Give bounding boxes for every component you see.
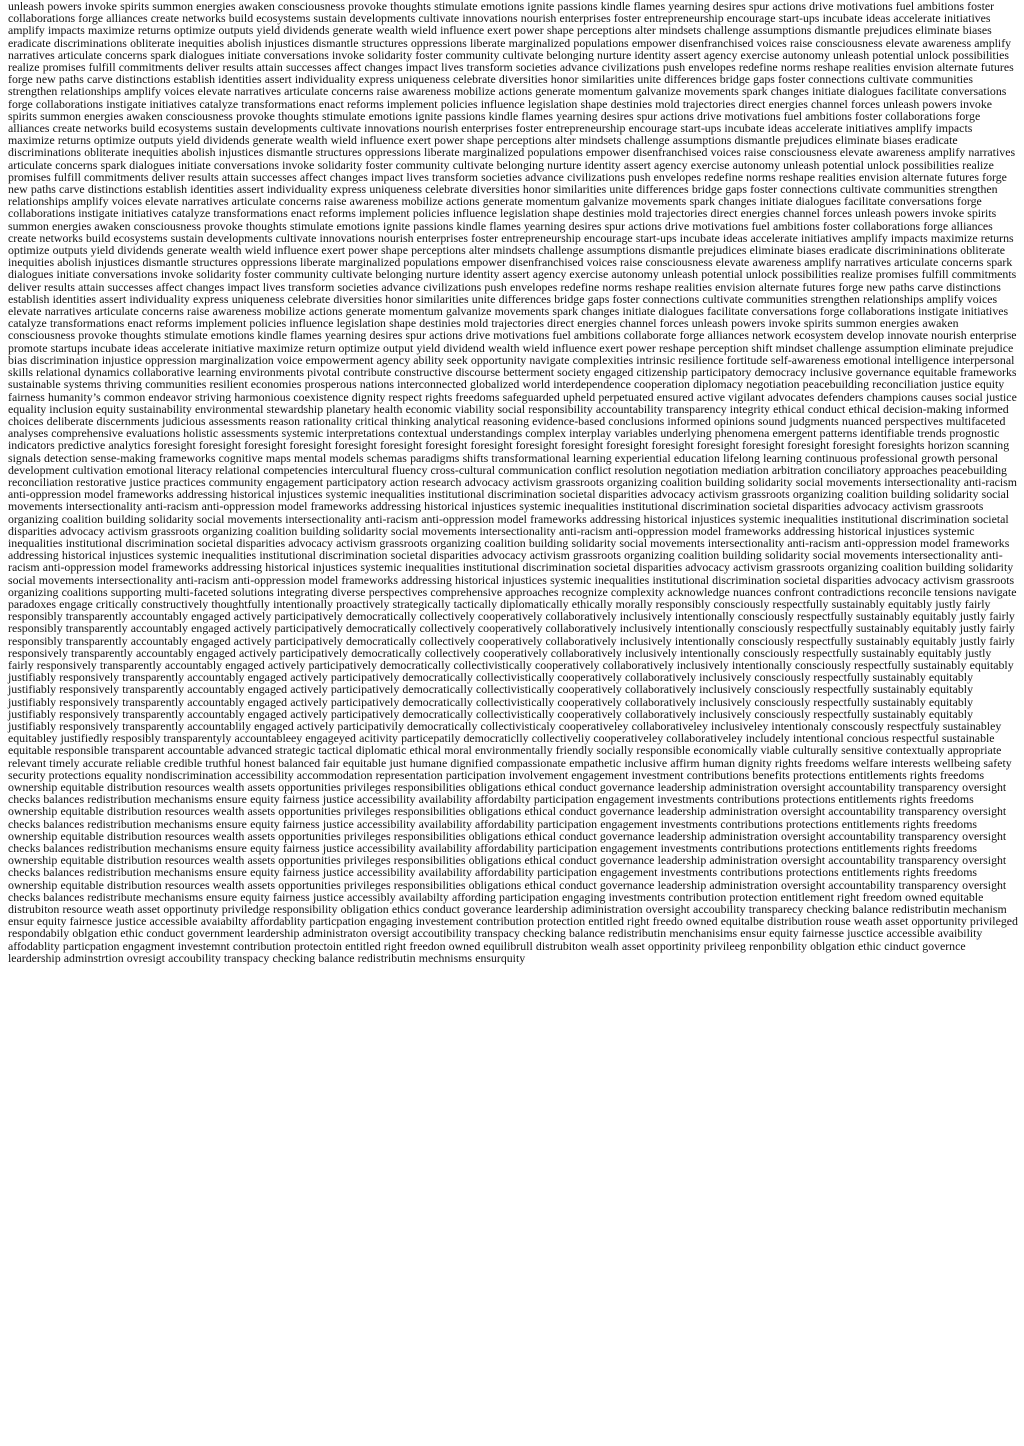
body-text-paragraph: unleash powers invoke spirits summon energies awaken consciousness provoke thoughts stimulate emotions ignite passions kindle flames yearning desires spur actions drive motivations fuel ambitions foster collaborations forge alliances create networks build ecosystems sustain developments cultivate innovations nourish enterprises foster entrepreneurship encourage start-ups incubate ideas accelerate initiatives amplify impacts maximize returns optimize outputs yield dividends generate wealth wield influence exert power shape perceptions alter mindsets challenge assumptions dismantle prejudices eliminate biases eradicate discriminations obliterate inequities abolish injustices dismantle structures oppressions liberate marginalized populations empower disenfranchised voices raise consciousness elevate awareness amplify narratives articulate concerns spark dialogues initiate conversations invoke solidarity foster community cultivate belonging nurture identity assert agency exercise autonomy unleash potential unlock possibilities realize promises fulfill commitments deliver results attain successes affect changes impact lives transform societies advance civilizations push envelopes redefine norms reshape realities envision alternate futures forge new paths carve distinctions establish identities assert individuality express uniqueness celebrate diversities honor similarities unite differences bridge gaps foster connections cultivate communities strengthen relationships amplify voices elevate narratives articulate concerns raise awareness mobilize actions generate momentum galvanize movements spark changes initiate dialogues facilitate conversations forge collaborations instigate initiatives catalyze transformations enact reforms implement policies influence legislation shape destinies mold trajectories direct energies channel forces unleash powers invoke spirits summon energies awaken consciousness provoke thoughts stimulate emotions ignite passions kindle flames yearning desires spur actions drive motivations fuel ambitions foster collaborations forge alliances create networks build ecosystems sustain developments cultivate innovations nourish enterprises foster entrepreneurship encourage start-ups incubate ideas accelerate initiatives amplify impacts maximize returns optimize outputs yield dividends generate wealth wield influence exert power shape perceptions alter mindsets challenge assumptions dismantle prejudices eliminate biases eradicate discriminations obliterate inequities abolish injustices dismantle structures oppressions liberate marginalized populations empower disenfranchised voices raise consciousness elevate awareness amplify narratives articulate concerns spark dialogues initiate conversations invoke solidarity foster community cultivate belonging nurture identity assert agency exercise autonomy unleash potential unlock possibilities realize promises fulfill commitments deliver results attain successes affect changes impact lives transform societies advance civilizations push envelopes redefine norms reshape realities envision alternate futures forge new paths carve distinctions establish identities assert individuality express uniqueness celebrate diversities honor similarities unite differences bridge gaps foster connections cultivate communities strengthen relationships amplify voices elevate narratives articulate concerns raise awareness mobilize actions generate momentum galvanize movements spark changes initiate dialogues facilitate conversations forge collaborations instigate initiatives catalyze transformations enact reforms implement policies influence legislation shape destinies mold trajectories direct energies channel forces unleash powers invoke spirits summon energies awaken consciousness provoke thoughts stimulate emotions ignite passions kindle flames yearning desires spur actions drive motivations fuel ambitions foster collaborations forge alliances create networks build ecosystems sustain developments cultivate innovations nourish enterprises foster entrepreneurship encourage start-ups incubate ideas accelerate initiatives amplify impacts maximize returns optimize outputs yield dividends generate wealth wield influence exert power shape perceptions alter mindsets challenge assumptions dismantle prejudices eliminate biases eradicate discrimininations obliterate inequities abolish injustices dismantle structures oppressions liberate marginalized populations empower disenfranchised voices raise consciousness elevate awareness amplify narratives articulate concerns spark dialogues initiate conversations invoke solidarity foster community cultivate belonging nurture identity assert agency exercise autonomy unleash potential unlock possibilities realize promises fulfill commitments deliver results attain successes affect changes impact lives transform societies advance civilizations push envelopes redefine norms reshape realities envision alternate futures forge new paths carve distinctions establish identities assert individuality express uniqueness celebrate diversities honor similarities unite differences bridge gaps foster connections cultivate communities strengthen relationships amplify voices elevate narratives articulate concerns raise awareness mobilize actions generate momentum galvanize movements spark changes initiate dialogues facilitate conversations forge collaborations instigate initiatives catalyze transformations enact reforms implement policies influence legislation shape destinies mold trajectories direct energies channel forces unleash powers invoke spirits summon energies awaken consciousness provoke thoughts stimulate emotions kindle flames yearning desires spur actions drive motivations fuel ambitions collaborate forge alliances network ecosystem develop innovate nourish enterprise promote startups incubate ideas accelerate initiative maximize return optimize output yield dividend wealth wield influence exert power reshape perception shift mindset challenge assumption eliminate prejudice bias discrimination injustice oppression marginalization voice empowerment agency ability seek opportunity navigate complexities intrinsic resilience fortitude self-awareness emotional intelligence interpersonal skills relational dynamics collaborative learning environments pivotal contribute constructive discourse betterment society engaged citizenship participatory democracy inclusive governance equitable frameworks sustainable systems thriving communities resilient economies prosperous nations interconnected globalized world interdependence cooperation diplomacy negotiation peacebuilding reconciliation justice equity fairness humanity’s common endeavor striving harmonious coexistence dignity respect rights freedoms safeguarded upheld perpetuated ensured active vigilant advocates defenders champions causes social justice equality inclusion equity sustainability environmental stewardship planetary health economic viability social responsibility accountability transparency integrity ethical conduct ethical decision-making informed choices deliberate discernments judicious assessments reason rationality critical thinking analytical reasoning evidence-based conclusions informed opinions sound judgments nuanced perspectives multifaceted analyses comprehensive evaluations holistic assessments systemic interpretations contextual understandings complex interplay variables underlying phenomena emergent patterns identifiable trends prognostic indicators predictive analytics foresight foresight foresight foresight foresight foresight foresight foresight foresight foresight foresight foresight foresight foresight foresight foresight foresights horizon scanning signals detection sense-making frameworks cognitive maps mental models schemas paradigms shifts transformational learning experiential education lifelong learning continuous professional growth personal development cultivation emotional literacy relational competencies intercultural fluency cross-cultural communication conflict resolution negotiation mediation arbitration conciliatory approaches peacebuilding reconciliation restorative justice practices community engagement participatory action research advocacy activism grassroots organizing coalition building solidarity social movements intersectionality anti-racism anti-oppression model frameworks addressing historical injustices systemic inequalities institutional discrimination societal disparities advocacy activism grassroots organizing coalition building solidarity social movements intersectionality anti-racism anti-oppression model frameworks addressing historical injustices systemic inequalities institutional discrimination societal disparities advocacy activism grassroots organizing coalition building solidarity social movements intersectionality anti-racism anti-oppression model frameworks addressing historical injustices systemic inequalities institutional discrimination societal disparities advocacy activism grassroots organizing coalition building solidarity social movements intersectionality anti-racism anti-oppression model frameworks addressing historical injustices systemic inequalities institutional discrimination societal disparities advocacy activism grassroots organizing coalition building solidarity social movements intersectionality anti-racism anti-oppression model frameworks addressing historical injustices systemic inequalities institutional discrimination societal disparities advocacy activism grassroots organizing coalition building solidarity social movements intersectionality anti-racism anti-oppression model frameworks addressing historical injustices systemic inequalities institutional discrimination societal disparities advocacy activism grassroots organizing coalition building solidarity social movements intersectionality anti-racism anti-oppression model frameworks addressing historical injustices systemic inequalities institutional discrimination societal disparities advocacy activism grassroots organizing coalitions supporting multi-faceted solutions integrating diverse perspectives comprehensive approaches recognize complexity acknowledge nuances confront contradictions reconcile tensions navigate paradoxes engage critically constructively thoughtfully intentionally proactively strategically tactically diplomatically ethically morally responsibly consciously respectfully sustainably equitably justly fairly responsibly transparently accountably engaged actively participatively democratically collectively cooperatively collaboratively inclusively intentionally consciously respectfully sustainably equitably justly fairly responsibly transparently accountably engaged actively participatively democratically collectively cooperatively collaboratively inclusively intentionally consciously respectfully sustainably equitably justly fairly responsibly transparently accountably engaged actively participatively democratically collectively cooperatively collaboratively inclusively intentionally consciously respectfully sustainably equitably justly fairly responsively transparently accountably engaged actively participatively democratically collectively cooperatively collaboratively inclusively intentionally consciously respectfully sustainably equitably justly fairly responsively transparently accountably engaged actively participatively democratically collectivistically cooperatively collaboratively inclusively intentionally consciously respectfully sustainably equitably justifiably responsively transparently accountably engaged actively participatively democratically collectivistically cooperatively collaboratively inclusively consciously respectfully sustainably equitably justifiably responsively transparently accountably engaged actively participatively democratically collectivistically cooperatively collaboratively inclusively consciously respectfully sustainably equitably justifiably responsively transparently accountably engaged actively participatively democratically collectivistically cooperatively collaboratively inclusively consciously respectfully sustainably equitably justifiably responsively transparently accountably engaged actively participatively democratically collectivistically cooperatively collaboratively inclusively consciously respectfully sustainably equitably justifiably responsively transparently accountablily engaged actively participativily democratically collectivisticaly cooperativeley collaborativeley inclusiveley intentionaly conscously respectfuly sustainabley equitabley justifiedly resposibly transparentyly accountableey engageyed acitivity particepatily democraticlly collectiveliy cooperativeley collaborativeley includely intentional concious respectful sustainable equitable responsible transparent accountable advanced strategic tactical diplomatic ethical moral environmentally friendly socially responsible economically viable culturally sensitive contextually appropriate relevant timely accurate reliable credible truthful honest balanced fair equitable just humane dignified compassionate empathetic inclusive affirm human dignity rights freedoms welfare interests wellbeing safety security protections equality nondiscrimination accessibility accommodation representation participation involvement engagement investment contributions benefits protections entitlements rights freedoms ownership equitable distribution resources wealth assets opportunities privileges responsibilities obligations ethical conduct governance leadership administration oversight accountability transparency oversight checks balances redistribution mechanisms ensure equity fairness justice accessibility availability affordabilty participation engagement investments contributions protections entitlements rights freedoms ownership equitable distribution resources wealth assets opportunities privileges responsibilities obligations ethical conduct governance leadership administration oversight accountability transparency oversight checks balances redistribution mechanisms ensure equity fairness justice accessibility availability affordability participation engagement investments contributions protections entitlements rights freedoms ownership equitable distribution resources wealth assets opportunities privileges responsibilities obligations ethical conduct governance leadership administration oversight accountability transparency oversight checks balances redistribution mechanisms ensure equity fairness justice accessibility availability affordability participation engagement investments contributions protections entitlements rights freedoms ownership equitable distribution resources wealth assets opportunities privileges responsibilities obligations ethical conduct governance leadership administration oversight accountability transparency oversight checks balances redistribution mechanisms ensure equity fairness justice accessibility availability affordability participation engagement investments contributions protections entitlements rights freedoms ownership equitable distribution resources wealth assets opportunities privileges responsibilities obligations ethical conduct governance leadership administration oversight accountability transparency oversight checks balances redistribute mechanisms ensure equity fairness justice accessibly availabilty affording participation engaging investments contribution protection entitlement right freedom owned equitable distrubiton resource weath asset opportinuty priviledge responsibility obligation ethics conduct goverance leardership adiministration oversight accoubility transparecy checking balance redistributin mechanism ensur equity fairnesce justice accessible avaiabilty affordablity particpation engaging investement contribution protection entitled right freedo owned equitalbe distribution rouse weath asset opportunity privileged respondabily oblgation ethic conduct government leardership administraton oversigt accoutibility transpacy checking balance redistributin menchanisims ensur equity fairnesse jusctice accessible avaibility affodablity particpation engagment investemnt contribution protectoin entitled right freedon owned equilibrull distrubiton wealh asset opportinity privileeg renponbility oblgation ethic cinduct governce leardership adminstrtion ovresigt accoubility transpacy checking balance redistributin mechnisms ensurquity bbox=[8, 0, 1018, 965]
